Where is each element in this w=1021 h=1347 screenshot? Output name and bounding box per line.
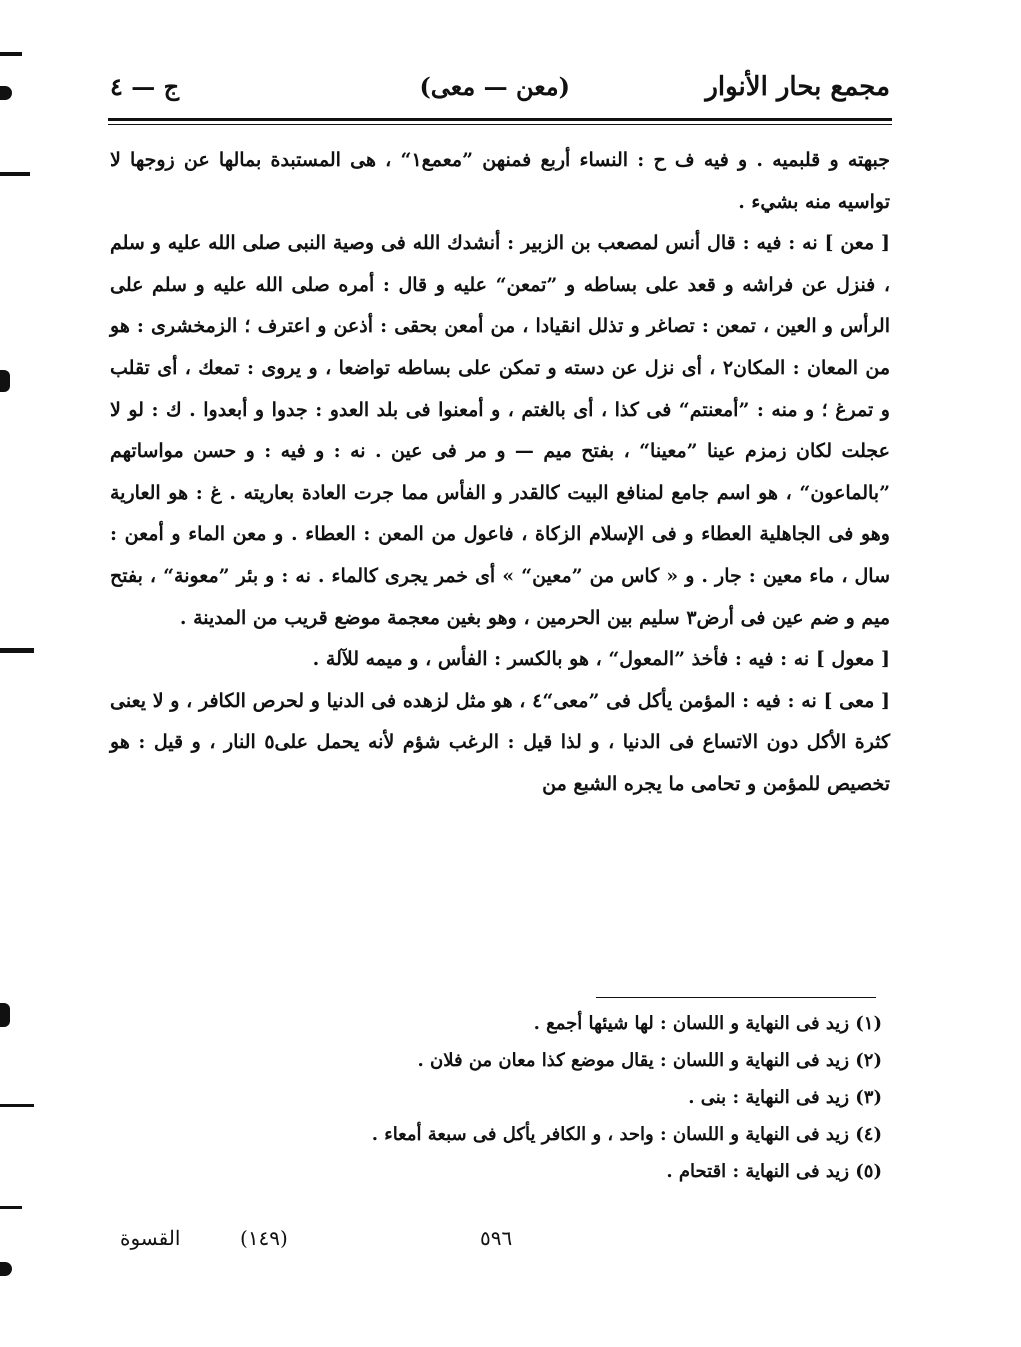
main-text xyxy=(110,140,890,806)
footnote: (٤) زيد فى النهاية و اللسان : واحد ، و الكافر يأكل فى سبعة أمعاء . xyxy=(371,1124,882,1145)
footnote: (١) زيد فى النهاية و اللسان : لها شيئها أجمع . xyxy=(533,1013,882,1034)
paragraph: [ معول ] نه : فيه : فأخذ ”المعول“ ، هو بالكسر : الفأس ، و ميمه للآلة . xyxy=(312,648,890,671)
scan-edge-mark xyxy=(0,1206,22,1209)
volume-number: ج — ٤ xyxy=(110,72,180,101)
footnote: (٥) زيد فى النهاية : اقتحام . xyxy=(666,1161,882,1182)
scan-edge-mark xyxy=(0,86,12,100)
signature-number: (١٤٩) xyxy=(240,1226,288,1250)
page-number: ٥٩٦ xyxy=(480,1226,513,1250)
scan-edge-mark xyxy=(0,1003,10,1027)
paragraph: [ معن ] نه : فيه : قال أنس لمصعب بن الزبير : أنشدك الله فى وصية النبى صلى الله عليه و سلم ، فنزل عن فراشه و قعد على بساطه و ”تمعن“ عليه و قال : أمره صلى الله عليه و سلم على الرأس و العين ، تمعن : تصاغر و تذلل انقيادا ، من أمعن بحقى : أذعن و اعترف ؛ الزمخشرى : هو من المعان : المكان٢ ، أى نزل عن دسته و تمكن على بساطه تواضعا ، و يروى : تمعك ، أى تقلب و تمرغ ؛ و منه : ”أمعنتم“ فى كذا ، أى بالغتم ، و أمعنوا فى بلد العدو : جدوا و أبعدوا . ك : لو لا عجلت لكان زمزم عينا ”معينا“ ، بفتح ميم — و مر فى عين . نه : و فيه : و حسن مواساتهم ”بالماعون“ ، هو اسم جامع لمنافع البيت كالقدر و الفأس مما جرت العادة بعاريته . غ : هو العارية وهو فى الجاهلية العطاء و فى الإسلام الزكاة ، فاعول من المعن : العطاء . و معن الماء و أمعن : سال ، ماء معين : جار . و « كاس من ”معين“ » أى خمر يجرى كالماء . نه : و بئر ”معونة“ ، بفتح ميم و ضم عين فى أرض٣ سليم بين الحرمين ، وهو بغين معجمة موضع قريب من المدينة . xyxy=(110,232,891,629)
scan-edge-mark xyxy=(0,52,22,56)
paragraph: جبهته و قلبميه . و فيه ف ح : النساء أربع فمنهن ”معمع١“ ، هى المستبدة بمالها عن زوجها لا تواسيه منه بشيء . xyxy=(110,149,890,213)
scan-edge-mark xyxy=(0,172,30,176)
signature-word: القسوة xyxy=(120,1226,181,1250)
entry-range: (معن — معى) xyxy=(419,72,570,101)
footnotes xyxy=(250,1005,882,1190)
page-footer xyxy=(120,1226,540,1262)
scan-edge-mark xyxy=(0,1262,12,1276)
scan-edge-mark xyxy=(0,370,10,392)
book-title: مجمع بحار الأنوار xyxy=(705,72,890,102)
footnote-separator xyxy=(596,997,876,998)
scan-edge-mark xyxy=(0,1104,34,1107)
header-rule-thin xyxy=(108,124,892,125)
paragraph: [ معى ] نه : فيه : المؤمن يأكل فى ”معى“٤ ، هو مثل لزهده فى الدنيا و لحرص الكافر ، و لا يعنى كثرة الأكل دون الاتساع فى الدنيا ، و لذا قيل : الرغب شؤم لأنه يحمل على٥ النار ، و قيل : هو تخصيص للمؤمن و تحامى ما يجره الشبع من xyxy=(110,689,891,795)
footnote: (٢) زيد فى النهاية و اللسان : يقال موضع كذا معان من فلان . xyxy=(417,1050,882,1071)
footnote: (٣) زيد فى النهاية : بنى . xyxy=(688,1087,882,1108)
header-rule xyxy=(108,118,892,121)
scan-edge-mark xyxy=(0,648,34,653)
page-header xyxy=(110,72,890,112)
